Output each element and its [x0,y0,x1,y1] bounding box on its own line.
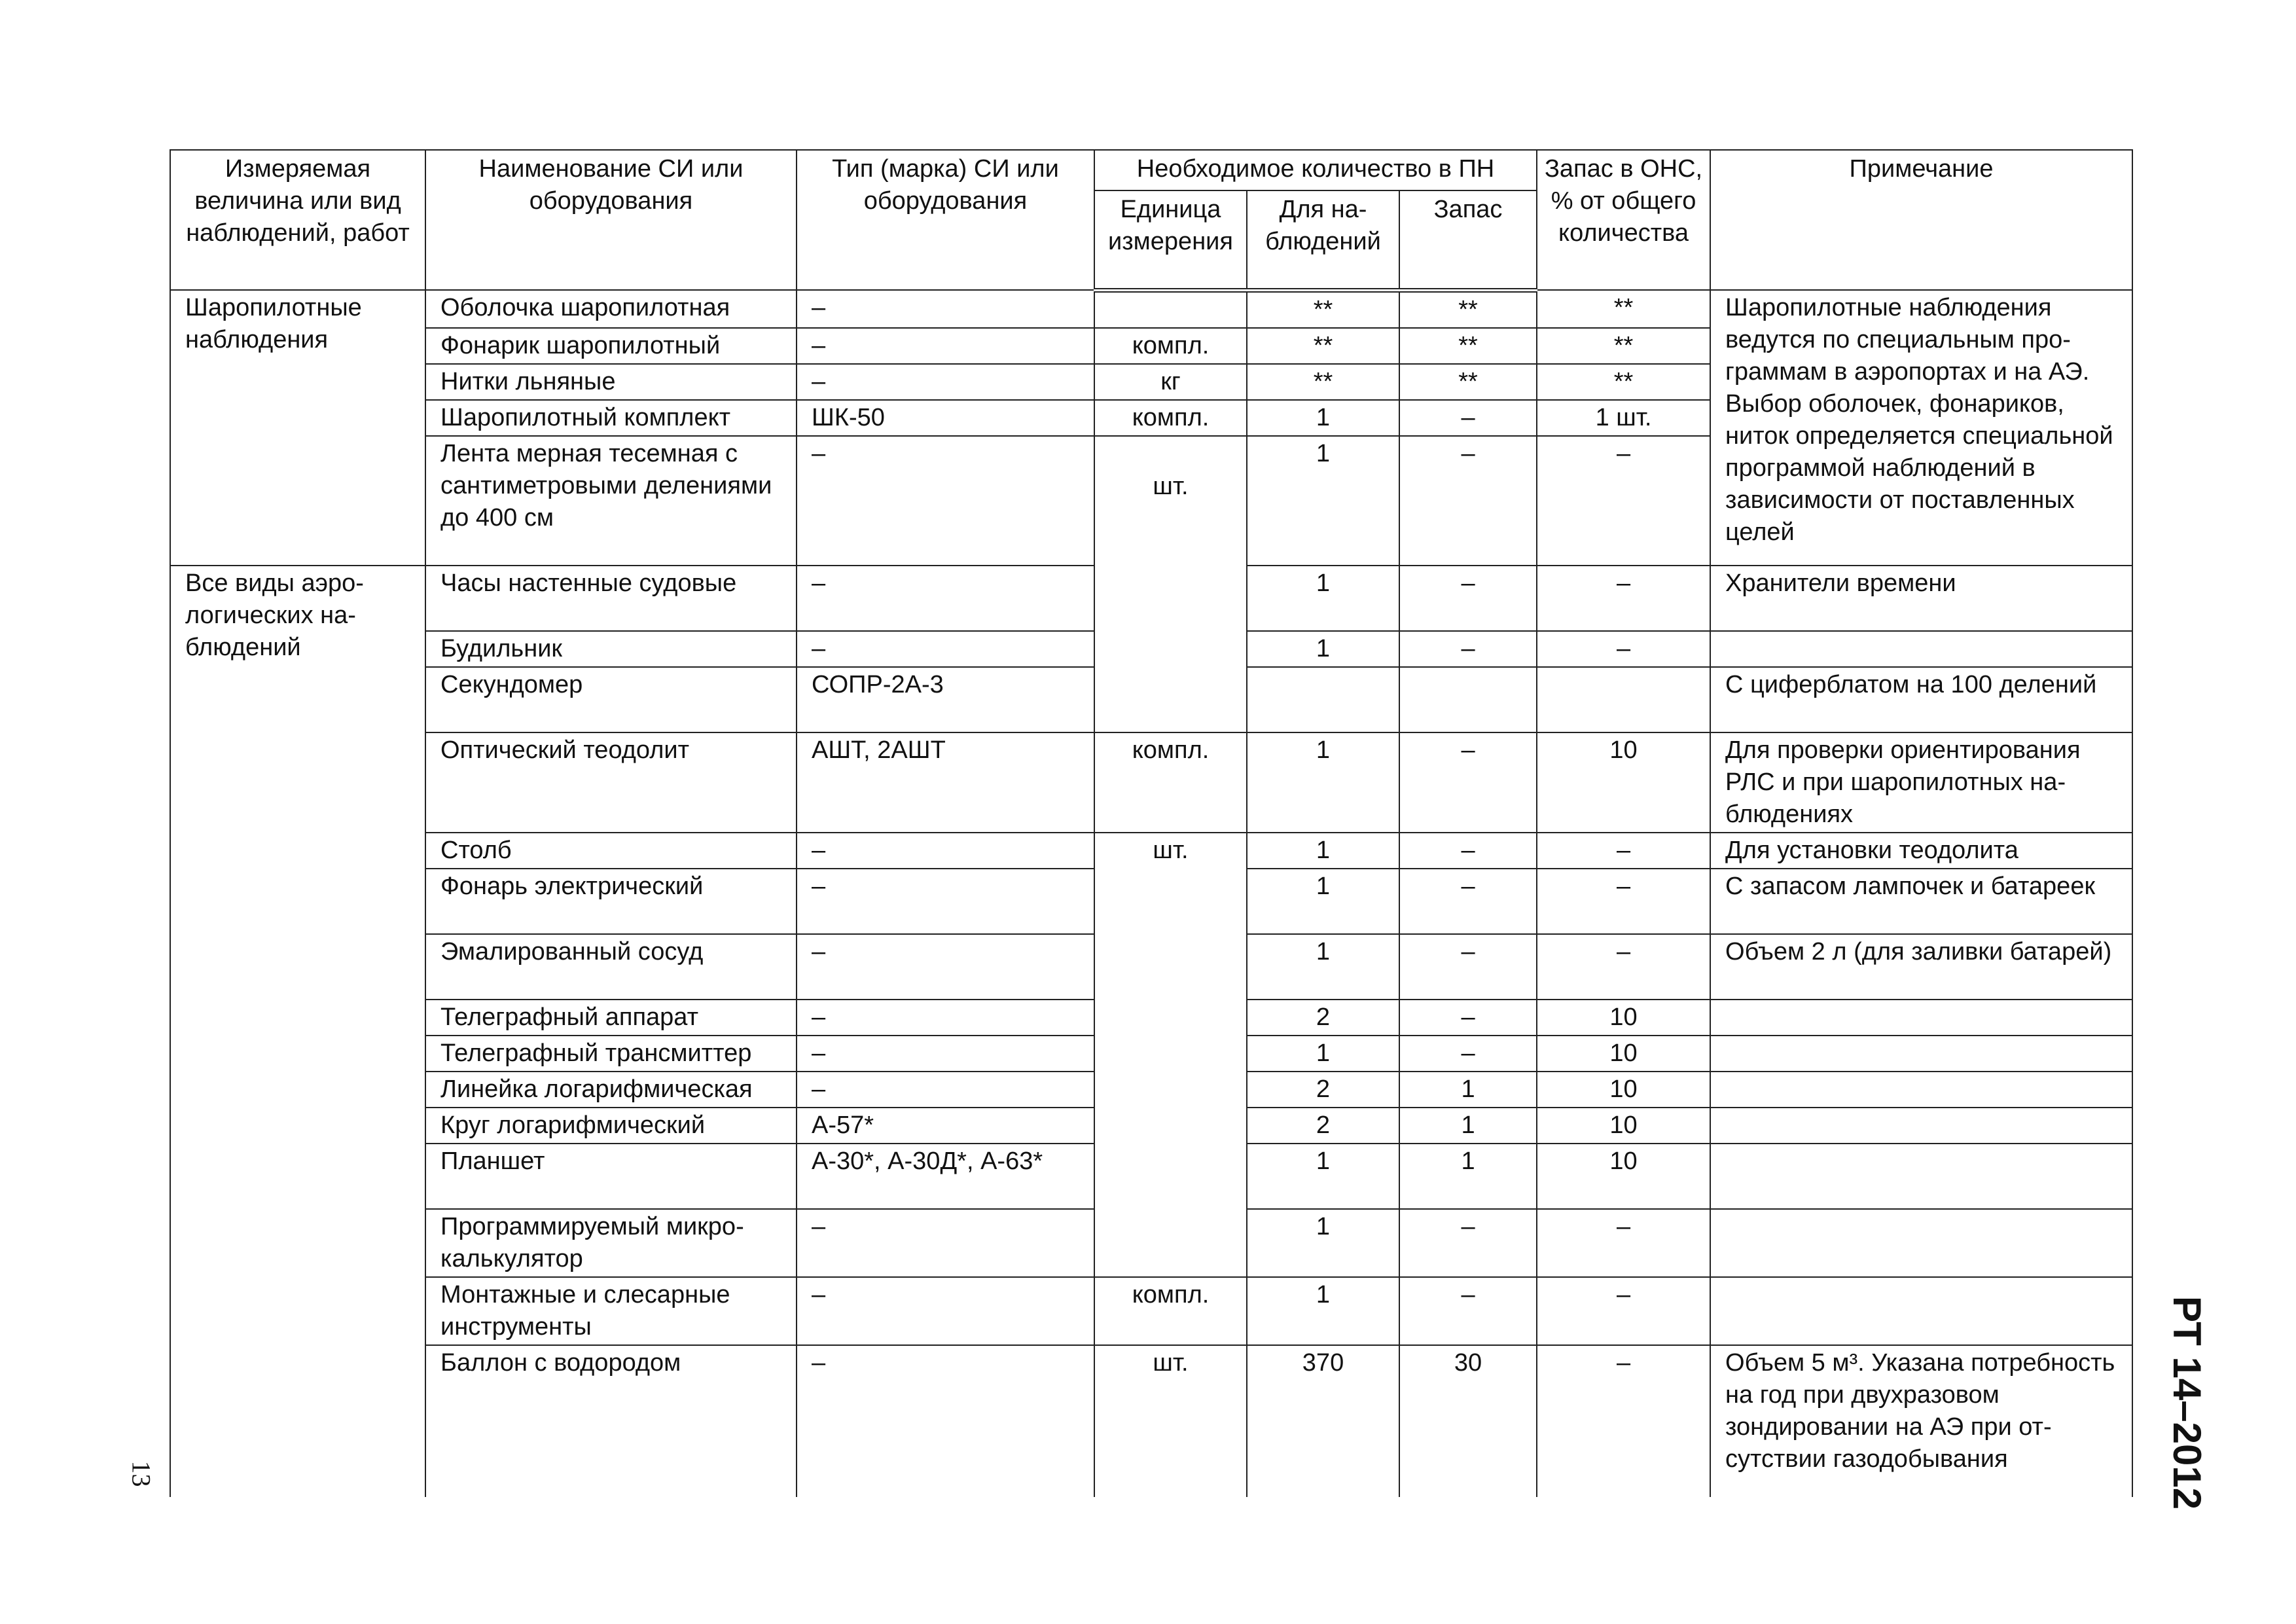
cell-note [1710,631,2132,667]
cell-note [1710,1108,2132,1144]
document-code: РТ 14–2012 [2165,1296,2209,1510]
table-row [170,1345,2132,1497]
cell-name: Столб [425,833,797,869]
cell-ons: ** [1537,290,1710,328]
cell-obs: 1 [1247,1036,1399,1072]
cell-type: СОПР-2А-3 [797,667,1094,732]
cell-obs: ** [1247,290,1399,328]
cell-type: А-30*, А-30Д*, А-63* [797,1144,1094,1209]
cell-name: Программируемый микрокалькулятор [425,1209,797,1277]
cell-reserve: 1 [1399,1072,1537,1108]
cell-ons [1537,667,1710,732]
cell-note: Объем 5 м³. Указана потребность на год при двухразовом зондировании на АЭ при отсутствии газодобывания [1710,1345,2132,1497]
cell-type: – [797,1000,1094,1036]
cell-note [1710,1000,2132,1036]
cell-reserve: ** [1399,290,1537,328]
cell-note [1710,1277,2132,1345]
cell-note: С циферблатом на 100 делений [1710,667,2132,732]
cell-ons: – [1537,566,1710,631]
cell-reserve [1399,667,1537,732]
cell-ons: 10 [1537,732,1710,833]
cell-type: – [797,1209,1094,1277]
cell-obs: ** [1247,364,1399,400]
cell-ons: – [1537,869,1710,934]
cell-reserve: – [1399,436,1537,566]
cell-name: Оболочка шаропилотная [425,290,797,328]
cell-type: – [797,566,1094,631]
cell-obs: 1 [1247,833,1399,869]
cell-obs: 1 [1247,934,1399,1000]
cell-obs: 1 [1247,1209,1399,1277]
cell-reserve: 30 [1399,1345,1537,1497]
cell-ons: – [1537,631,1710,667]
cell-type: – [797,833,1094,869]
cell-type: АШТ, 2АШТ [797,732,1094,833]
cell-obs: 1 [1247,732,1399,833]
cell-name: Фонарь электрический [425,869,797,934]
cell-ons: ** [1537,328,1710,364]
cell-unit: шт. [1094,1345,1247,1497]
cell-name: Эмалированный сосуд [425,934,797,1000]
cell-obs: 2 [1247,1108,1399,1144]
cell-ons: – [1537,1345,1710,1497]
cell-reserve: ** [1399,328,1537,364]
cell-obs: 2 [1247,1000,1399,1036]
cell-ons: 10 [1537,1000,1710,1036]
cell-reserve: – [1399,1277,1537,1345]
cell-type: – [797,631,1094,667]
cell-ons: – [1537,833,1710,869]
cell-ons: 10 [1537,1036,1710,1072]
header-type: Тип (марка) СИ или оборудования [797,150,1094,290]
header-note: Примечание [1710,150,2132,290]
cell-name: Будильник [425,631,797,667]
header-reserve: Запас [1399,190,1537,290]
group-pilot: Шаропилотные наблюдения [170,290,425,566]
cell-reserve: 1 [1399,1108,1537,1144]
cell-reserve: – [1399,1209,1537,1277]
cell-type: – [797,1072,1094,1108]
cell-ons: 1 шт. [1537,400,1710,436]
group-aero: Все виды аэрологических наблюдений [170,566,425,1497]
cell-name: Баллон с водородом [425,1345,797,1497]
cell-name: Планшет [425,1144,797,1209]
cell-unit: кг [1094,364,1247,400]
cell-unit: компл. [1094,400,1247,436]
cell-type: – [797,328,1094,364]
cell-name: Секундомер [425,667,797,732]
cell-obs: 370 [1247,1345,1399,1497]
cell-name: Нитки льняные [425,364,797,400]
cell-name: Шаропилотный комплект [425,400,797,436]
cell-ons: – [1537,1277,1710,1345]
cell-ons: – [1537,436,1710,566]
cell-unit: компл. [1094,732,1247,833]
header-name: Наименование СИ или оборудования [425,150,797,290]
cell-obs [1247,667,1399,732]
cell-type: – [797,1277,1094,1345]
cell-ons: – [1537,1209,1710,1277]
pilot-note: Шаропилотные наблюдения ведутся по специальным программам в аэропортах и на АЭ. Выбор оболочек, фонариков, ниток определяется специальной программой наблюдений в зависимости от поставленных целей [1710,290,2132,566]
page-number: 13 [126,1460,156,1487]
cell-reserve: 1 [1399,1144,1537,1209]
cell-note: Для проверки ориентирования РЛС и при шаропилотных наблюдениях [1710,732,2132,833]
cell-ons: – [1537,934,1710,1000]
cell-note: Для установки теодолита [1710,833,2132,869]
header-for-obs: Для наблюдений [1247,190,1399,290]
cell-type: – [797,364,1094,400]
header-required: Необходимое количество в ПН [1094,150,1537,190]
cell-obs: 1 [1247,436,1399,566]
cell-name: Монтажные и слесарные инструменты [425,1277,797,1345]
cell-name: Оптический теодолит [425,732,797,833]
cell-reserve: – [1399,869,1537,934]
cell-unit: шт. [1094,436,1247,732]
cell-unit: компл. [1094,328,1247,364]
cell-obs: 1 [1247,631,1399,667]
cell-name: Линейка логарифмическая [425,1072,797,1108]
cell-ons: 10 [1537,1072,1710,1108]
cell-ons: 10 [1537,1144,1710,1209]
cell-obs: 1 [1247,1277,1399,1345]
cell-unit [1094,290,1247,328]
cell-obs: ** [1247,328,1399,364]
cell-name: Телеграфный трансмиттер [425,1036,797,1072]
cell-ons: ** [1537,364,1710,400]
table-row [170,290,2132,328]
header-unit: Единица измерения [1094,190,1247,290]
header-ons: Запас в ОНС, % от общего количества [1537,150,1710,290]
cell-note [1710,1144,2132,1209]
cell-reserve: – [1399,400,1537,436]
cell-note: Объем 2 л (для заливки батарей) [1710,934,2132,1000]
cell-reserve: ** [1399,364,1537,400]
cell-type: А-57* [797,1108,1094,1144]
cell-reserve: – [1399,631,1537,667]
cell-name: Фонарик шаропилотный [425,328,797,364]
cell-type: – [797,436,1094,566]
table-row [170,732,2132,833]
table-row [170,833,2132,869]
cell-type: – [797,1036,1094,1072]
cell-reserve: – [1399,1036,1537,1072]
cell-obs: 1 [1247,1144,1399,1209]
cell-reserve: – [1399,566,1537,631]
cell-name: Лента мерная тесемная с сантиметровыми делениями до 400 см [425,436,797,566]
cell-type: ШК-50 [797,400,1094,436]
cell-obs: 1 [1247,566,1399,631]
cell-type: – [797,290,1094,328]
cell-obs: 1 [1247,869,1399,934]
cell-reserve: – [1399,833,1537,869]
cell-name: Круг логарифмический [425,1108,797,1144]
cell-reserve: – [1399,1000,1537,1036]
cell-name: Телеграфный аппарат [425,1000,797,1036]
cell-note [1710,1036,2132,1072]
cell-reserve: – [1399,934,1537,1000]
cell-type: – [797,934,1094,1000]
header-measured: Измеряемая величина или вид наблюдений, работ [170,150,425,290]
cell-note [1710,1209,2132,1277]
cell-note [1710,1072,2132,1108]
cell-type: – [797,869,1094,934]
cell-obs: 2 [1247,1072,1399,1108]
cell-unit: компл. [1094,1277,1247,1345]
cell-reserve: – [1399,732,1537,833]
cell-type: – [797,1345,1094,1497]
cell-note: С запасом лампочек и батареек [1710,869,2132,934]
cell-unit: шт. [1094,833,1247,1277]
equipment-table [170,149,2133,1497]
table-row [170,1277,2132,1345]
cell-note: Хранители времени [1710,566,2132,631]
cell-ons: 10 [1537,1108,1710,1144]
cell-obs: 1 [1247,400,1399,436]
cell-name: Часы настенные судовые [425,566,797,631]
